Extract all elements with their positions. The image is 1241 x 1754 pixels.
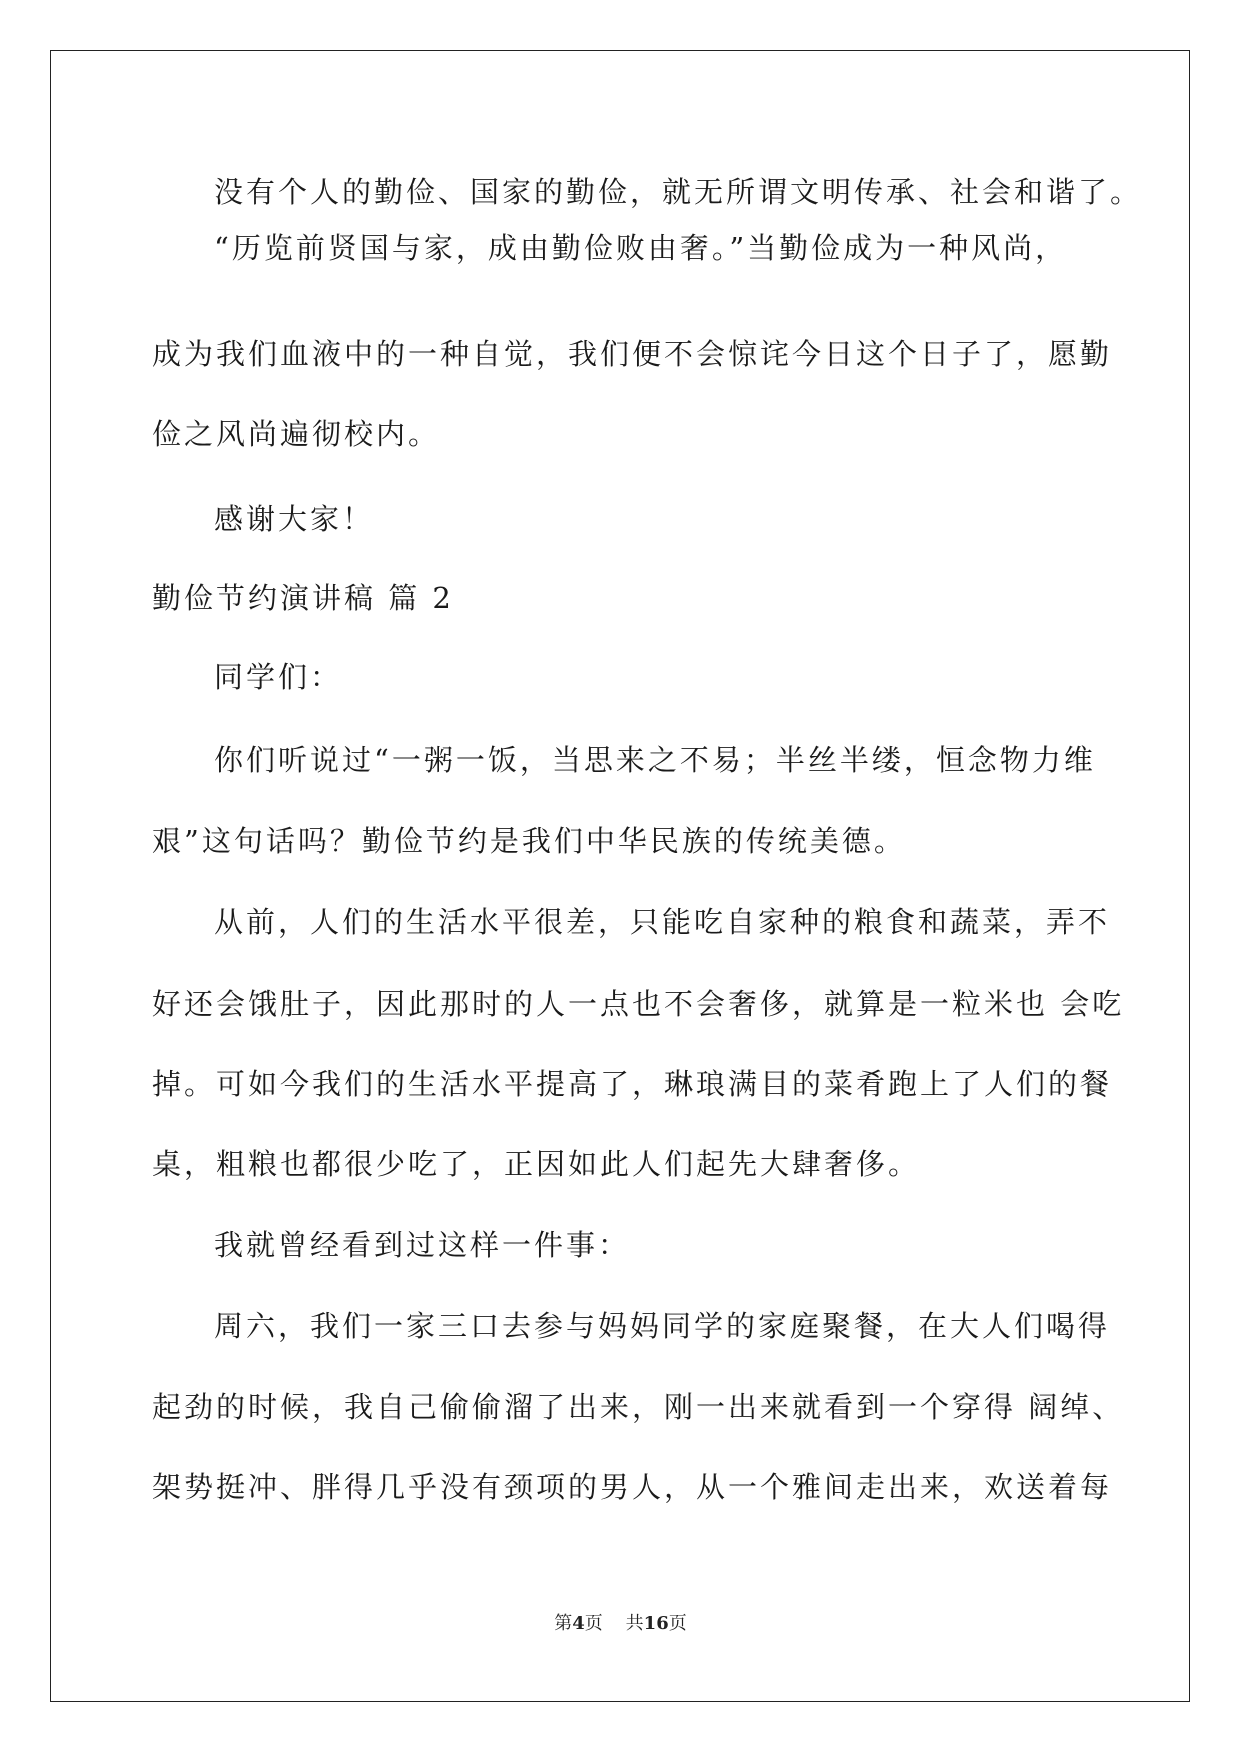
page-footer — [0, 1612, 1241, 1636]
paragraph-line: 同学们： — [214, 660, 343, 694]
paragraph-line: 架势挺冲、胖得几乎没有颈项的男人，从一个雅间走出来，欢送着每 — [152, 1470, 1113, 1504]
footer-page-suffix: 页 — [584, 1613, 603, 1634]
footer-page-number: 4 — [572, 1613, 585, 1634]
paragraph-line: 你们听说过“一粥一饭，当思来之不易；半丝半缕，恒念物力维 — [214, 743, 1096, 777]
paragraph-line: 我就曾经看到过这样一件事： — [214, 1228, 631, 1262]
footer-total-prefix: 共 — [625, 1613, 644, 1634]
paragraph-line: 好还会饿肚子，因此那时的人一点也不会奢侈，就算是一粒米也 会吃 — [152, 987, 1125, 1021]
paragraph-line: 掉。可如今我们的生活水平提高了，琳琅满目的菜肴跑上了人们的餐 — [152, 1067, 1113, 1101]
footer-prefix: 第 — [554, 1613, 573, 1634]
paragraph-line: “历览前贤国与家，成由勤俭败由奢。”当勤俭成为一种风尚， — [214, 231, 1068, 265]
paragraph-line: 周六，我们一家三口去参与妈妈同学的家庭聚餐，在大人们喝得 — [214, 1309, 1111, 1343]
paragraph-line: 艰”这句话吗？勤俭节约是我们中华民族的传统美德。 — [152, 824, 906, 858]
page-border — [50, 50, 1190, 1702]
footer-total-pages: 16 — [643, 1613, 669, 1634]
paragraph-line: 从前，人们的生活水平很差，只能吃自家种的粮食和蔬菜，弄不 — [214, 905, 1111, 939]
paragraph-line: 俭之风尚遍彻校内。 — [152, 417, 441, 451]
footer-total-suffix: 页 — [668, 1613, 687, 1634]
paragraph-line: 感谢大家！ — [214, 502, 375, 536]
paragraph-line: 起劲的时候，我自己偷偷溜了出来，刚一出来就看到一个穿得 阔绰、 — [152, 1390, 1125, 1424]
paragraph-line: 没有个人的勤俭、国家的勤俭，就无所谓文明传承、社会和谐了。 — [214, 175, 1143, 209]
paragraph-line: 成为我们血液中的一种自觉，我们便不会惊诧今日这个日子了，愿勤 — [152, 337, 1113, 371]
paragraph-line: 桌，粗粮也都很少吃了，正因如此人们起先大肆奢侈。 — [152, 1147, 921, 1181]
section-heading: 勤俭节约演讲稿 篇 2 — [152, 581, 454, 615]
